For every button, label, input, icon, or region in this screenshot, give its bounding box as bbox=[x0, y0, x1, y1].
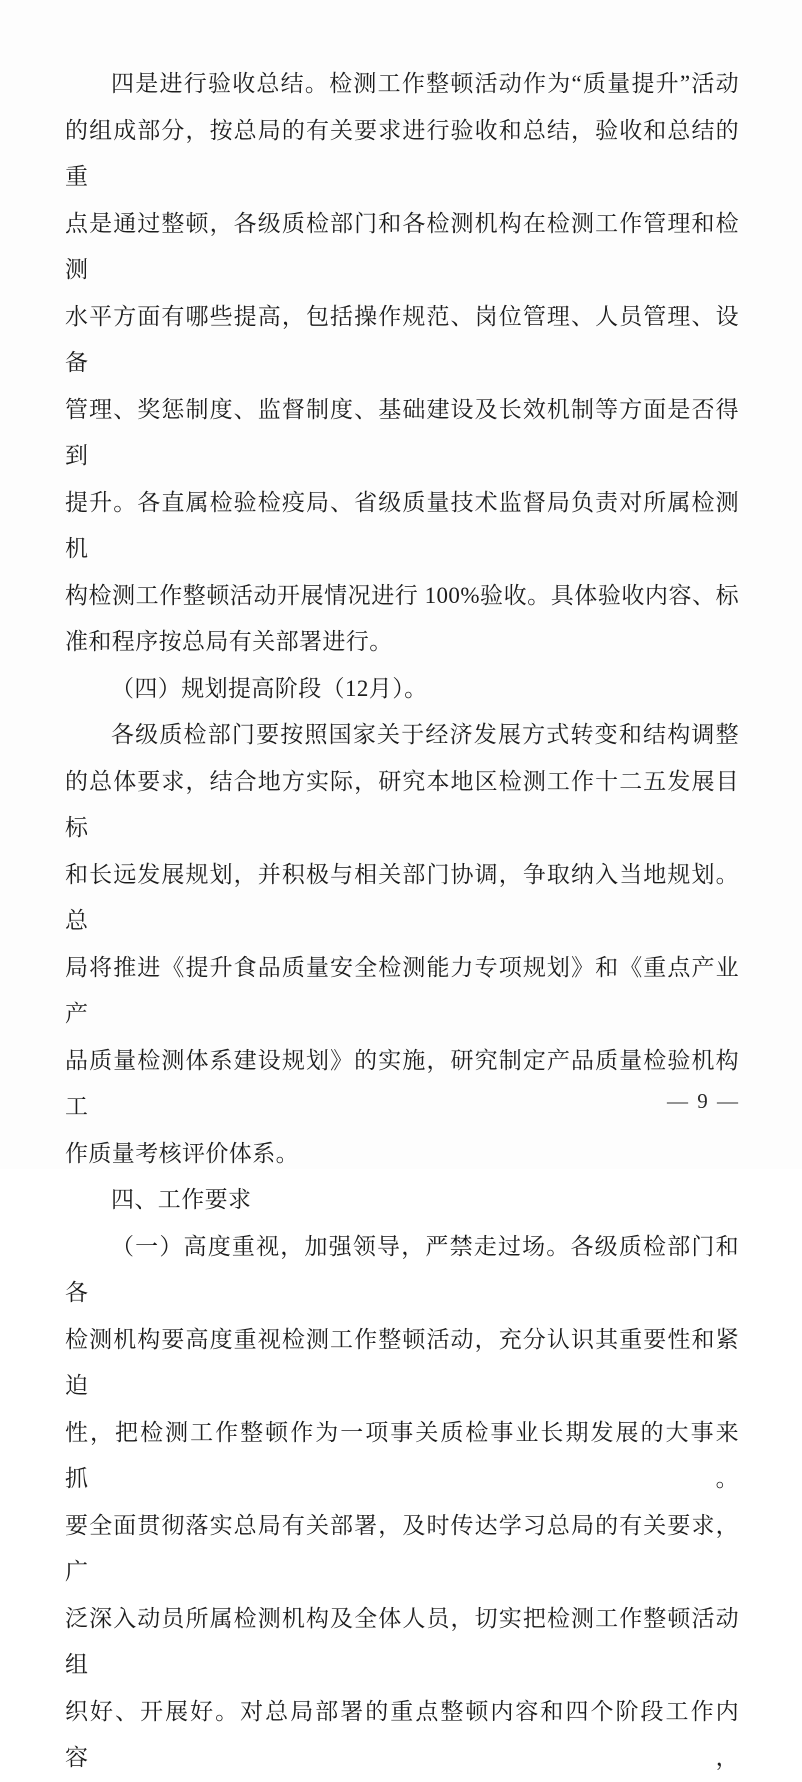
text-line: 准和程序按总局有关部署进行。 bbox=[65, 629, 393, 654]
text-line: 水平方面有哪些提高，包括操作规范、岗位管理、人员管理、设备 bbox=[65, 303, 739, 375]
text-line: 各级质检部门要按照国家关于经济发展方式转变和结构调整 bbox=[111, 722, 739, 747]
text-line: 提升。各直属检验检疫局、省级质量技术监督局负责对所属检测机 bbox=[65, 489, 739, 561]
text-line: 四是进行验收总结。检测工作整顿活动作为“质量提升”活动 bbox=[111, 71, 739, 96]
text-line: 检测机构要高度重视检测工作整顿活动，充分认识其重要性和紧迫 bbox=[65, 1326, 739, 1398]
text-line: 品质量检测体系建设规划》的实施，研究制定产品质量检验机构工 bbox=[65, 1047, 739, 1119]
text-line: 作质量考核评价体系。 bbox=[65, 1140, 299, 1166]
body-text bbox=[65, 61, 739, 1782]
text-line: 性，把检测工作整顿作为一项事关质检事业长期发展的大事来抓。 bbox=[65, 1419, 739, 1491]
text-line: 点是通过整顿，各级质检部门和各检测机构在检测工作管理和检测 bbox=[65, 210, 739, 282]
text-line: 构检测工作整顿活动开展情况进行 100%验收。具体验收内容、标 bbox=[65, 582, 739, 608]
text-line: 泛深入动员所属检测机构及全体人员，切实把检测工作整顿活动组 bbox=[65, 1605, 739, 1677]
page-number: — 9 — bbox=[667, 1089, 740, 1113]
text-line: 管理、奖惩制度、监督制度、基础建设及长效机制等方面是否得到 bbox=[65, 396, 739, 468]
text-line: 的组成部分，按总局的有关要求进行验收和总结，验收和总结的重 bbox=[65, 117, 739, 189]
text-line: （四）规划提高阶段（12月）。 bbox=[111, 675, 428, 701]
text-line: 织好、开展好。对总局部署的重点整顿内容和四个阶段工作内容， bbox=[65, 1698, 739, 1770]
text-line: 的总体要求，结合地方实际，研究本地区检测工作十二五发展目标 bbox=[65, 768, 739, 840]
text-line: 局将推进《提升食品质量安全检测能力专项规划》和《重点产业产 bbox=[65, 954, 739, 1026]
text-line: 和长远发展规划，并积极与相关部门协调，争取纳入当地规划。总 bbox=[65, 861, 739, 933]
text-line: 要全面贯彻落实总局有关部署，及时传达学习总局的有关要求，广 bbox=[65, 1512, 739, 1584]
text-line: （一）高度重视，加强领导，严禁走过场。各级质检部门和各 bbox=[65, 1233, 739, 1305]
text-line: 四、工作要求 bbox=[111, 1187, 252, 1212]
